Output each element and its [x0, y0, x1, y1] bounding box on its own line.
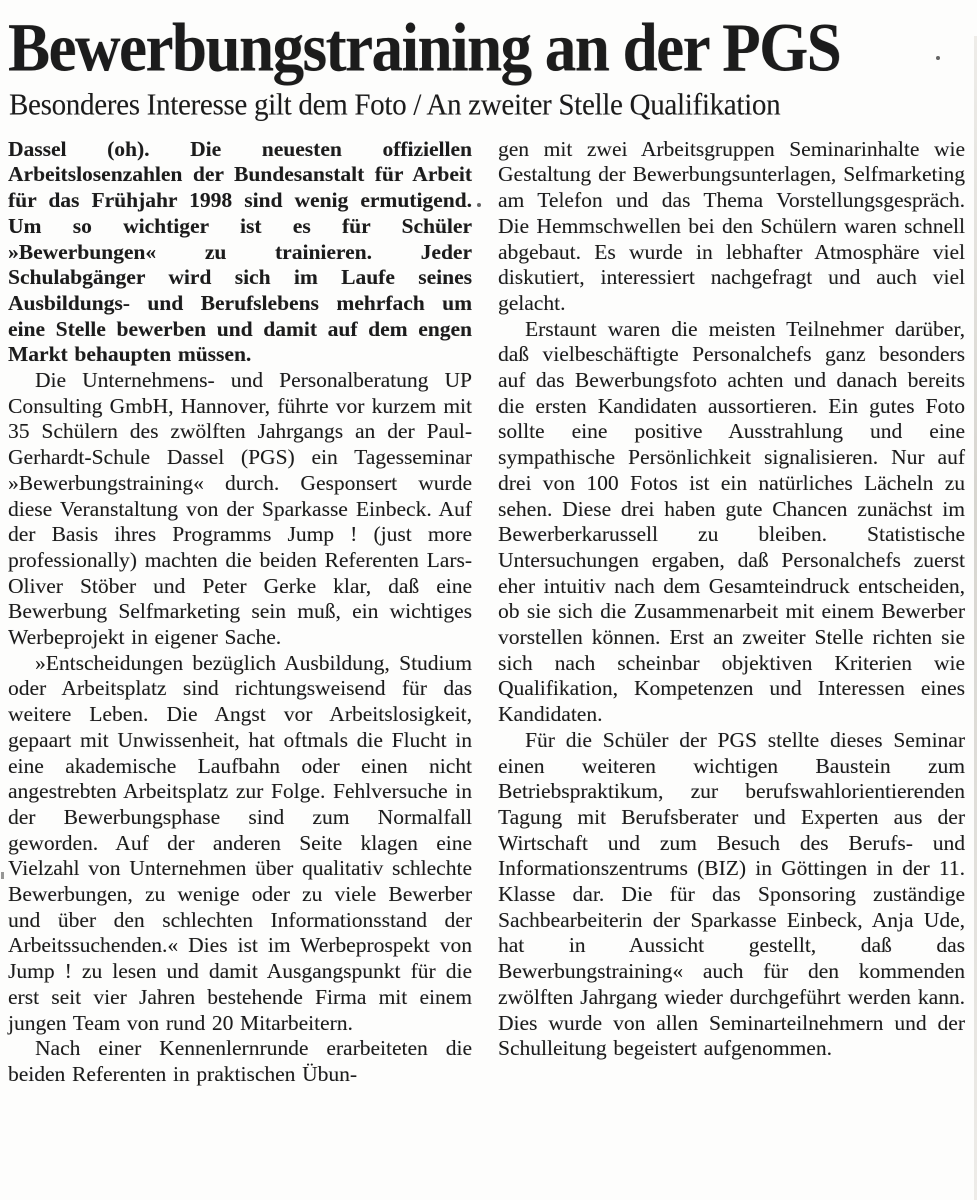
article-column-left	[8, 137, 472, 1088]
article-paragraph: Nach einer Kennenlernrunde erarbeiteten die beiden Referenten in praktischen Übun-	[8, 1036, 472, 1086]
article-header	[8, 8, 967, 123]
article-body	[8, 137, 967, 1088]
article-paragraph: »Entscheidungen bezüglich Ausbildung, Studium oder Arbeitsplatz sind richtungsweisend für das weitere Leben. Die Angst vor Arbeitslosigkeit, gepaart mit Unwissenheit, hat oftmals die Flucht in eine akademische Laufbahn oder einen nicht angestrebten Arbeitsplatz zur Folge. Fehlversuche in der Bewerbungsphase sind zum Normalfall geworden. Auf der anderen Seite klagen eine Vielzahl von Unternehmen über qualitativ schlechte Bewerbungen, zu wenige oder zu viele Bewerber und über den schlechten Informationsstand der Arbeitssuchenden.« Dies ist im Werbeprospekt von Jump ! zu lesen und damit Ausgangspunkt für die erst seit vier Jahren bestehende Firma mit einem jungen Team von rund 20 Mitarbeitern.	[8, 650, 472, 1035]
article-paragraph: Für die Schüler der PGS stellte dieses Seminar einen weiteren wichtigen Baustein zum Betriebspraktikum, zur berufswahlorientierenden Tagung mit Berufsberater und Experten aus der Wirtschaft und zum Besuch des Berufs- und Informationszentrums (BIZ) in Göttingen in der 11. Klasse dar. Die für das Sponsoring zuständige Sachbearbeiterin der Sparkasse Einbeck, Anja Ude, hat in Aussicht gestellt, daß das Bewerbungstraining« auch für den kommenden zwölften Jahrgang wieder durchgeführt werden kann. Dies wurde von allen Seminarteilnehmern und der Schulleitung begeistert aufgenommen.	[498, 727, 965, 1061]
scan-artifact-tick	[1, 872, 4, 879]
article-paragraph: Dassel (oh). Die neuesten offiziellen Arbeitslosenzahlen der Bundesanstalt für Arbeit für das Frühjahr 1998 sind wenig ermutigend. Um so wichtiger ist es für Schüler »Bewerbungen« zu trainieren. Jeder Schulabgänger wird sich im Laufe seines Ausbildungs- und Berufslebens mehrfach um eine Stelle bewerben und damit auf dem engen Markt behaupten müssen.	[8, 136, 472, 367]
scan-artifact-dot	[936, 56, 940, 60]
article-paragraph: Die Unternehmens- und Personalberatung UP Consulting GmbH, Hannover, führte vor kurzem mit 35 Schülern des zwölften Jahrgangs an der Paul-Gerhardt-Schule Dassel (PGS) ein Tagesseminar »Bewerbungstraining« durch. Gesponsert wurde diese Veranstaltung von der Sparkasse Einbeck. Auf der Basis ihres Programms Jump ! (just more professionally) machten die beiden Referenten Lars-Oliver Stöber und Peter Gerke klar, daß eine Bewerbung Selfmarketing sein muß, ein wichtiges Werbeprojekt in eigener Sache.	[8, 368, 472, 650]
article-subtitle: Besonderes Interesse gilt dem Foto / An zweiter Stelle Qualifikation	[9, 88, 781, 123]
article-paragraph: gen mit zwei Arbeitsgruppen Seminarinhalte wie Gestaltung der Bewerbungsunterlagen, Selfmarketing am Telefon und das Thema Vorstellungsgespräch. Die Hemmschwellen bei den Schülern waren schnell abgebaut. Es wurde in lebhafter Atmosphäre viel diskutiert, interessiert nachgefragt und auch viel gelacht.	[498, 136, 965, 315]
article-paragraph: Erstaunt waren die meisten Teilnehmer darüber, daß vielbeschäftigte Personalchefs ganz besonders auf das Bewerbungsfoto achten und danach bereits die ersten Kandidaten aussortieren. Ein gutes Foto sollte eine positive Ausstrahlung und eine sympathische Persönlichkeit signalisieren. Nur auf drei von 100 Fotos ist ein natürliches Lächeln zu sehen. Diese drei haben gute Chancen zunächst im Bewerberkarussell zu bleiben. Statistische Untersuchungen ergaben, daß Personalchefs zuerst eher intuitiv nach dem Gesamteindruck entscheiden, ob sie sich die Zusammenarbeit mit einem Bewerber vorstellen können. Erst an zweiter Stelle richten sie sich nach scheinbar objektiven Kriterien wie Qualifikation, Kompetenzen und Interessen eines Kandidaten.	[498, 316, 965, 727]
article-column-right	[498, 137, 965, 1088]
scan-artifact-dot	[477, 203, 481, 207]
article-title: Bewerbungstraining an der PGS	[8, 8, 841, 86]
